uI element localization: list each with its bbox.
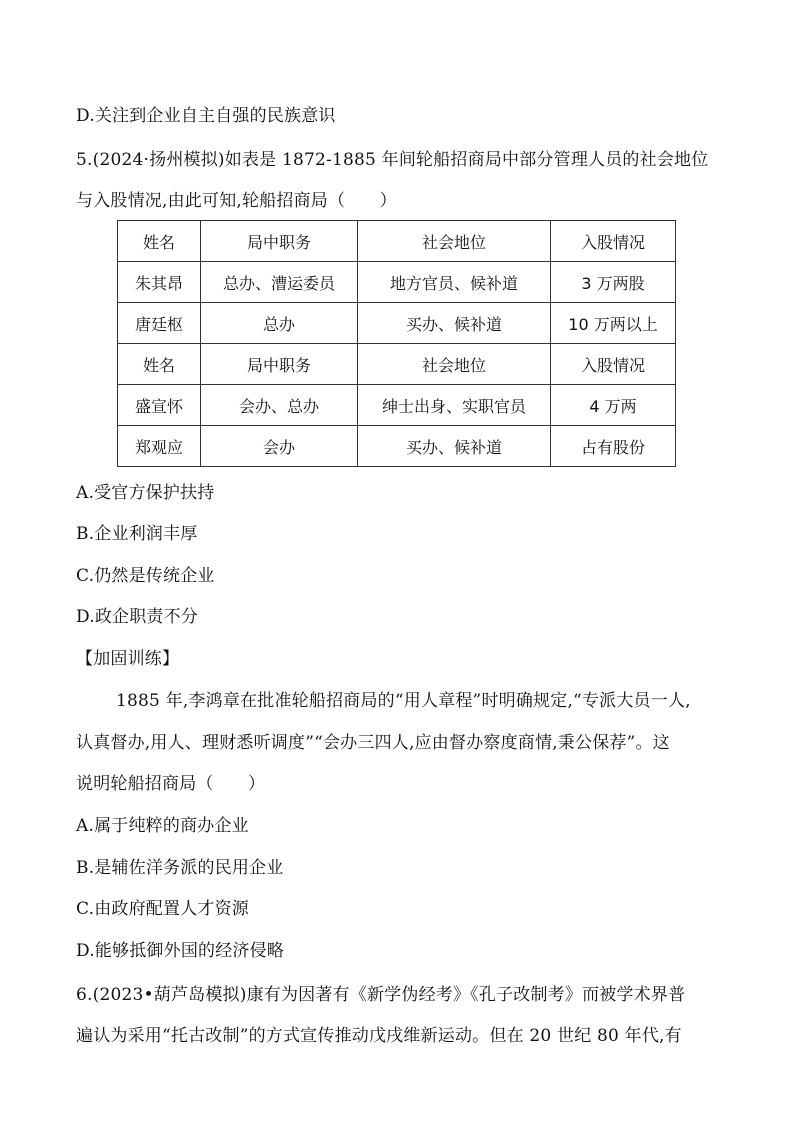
drill-stem-line-1: 1885 年,李鸿章在批准轮船招商局的“用人章程”时明确规定,“专派大员一人, — [116, 691, 691, 711]
drill-stem-line-3: 说明轮船招商局（ ） — [76, 774, 266, 794]
question-5-option-d: D.政企职责不分 — [76, 607, 199, 627]
question-5-stem-line-2: 与入股情况,由此可知,轮船招商局（ ） — [76, 191, 397, 211]
table-cell: 4 万两 — [551, 385, 676, 426]
table-cell: 社会地位 — [358, 344, 551, 385]
table-cell: 10 万两以上 — [551, 303, 676, 344]
table-cell: 3 万两股 — [551, 262, 676, 303]
table-cell: 入股情况 — [551, 221, 676, 262]
table-cell: 总办、漕运委员 — [201, 262, 358, 303]
drill-option-c: C.由政府配置人才资源 — [76, 899, 250, 919]
table-cell: 局中职务 — [201, 344, 358, 385]
table-cell: 会办、总办 — [201, 385, 358, 426]
table-cell: 局中职务 — [201, 221, 358, 262]
table-cell: 姓名 — [118, 344, 201, 385]
table-row — [118, 303, 676, 344]
table-row — [118, 221, 676, 262]
table-cell: 唐廷枢 — [118, 303, 201, 344]
table-cell: 总办 — [201, 303, 358, 344]
drill-stem-line-2: 认真督办,用人、理财悉听调度”“会办三四人,应由督办察度商情,秉公保荐”。这 — [76, 733, 670, 753]
table-cell: 地方官员、候补道 — [358, 262, 551, 303]
table-cell: 朱其昂 — [118, 262, 201, 303]
table-cell: 盛宣怀 — [118, 385, 201, 426]
table-cell: 买办、候补道 — [358, 426, 551, 467]
table-row — [118, 426, 676, 467]
table-cell: 姓名 — [118, 221, 201, 262]
table-cell: 占有股份 — [551, 426, 676, 467]
drill-option-a: A.属于纯粹的商办企业 — [76, 816, 249, 836]
management-table — [117, 220, 676, 467]
drill-option-d: D.能够抵御外国的经济侵略 — [76, 941, 285, 961]
section-label: 【加固训练】 — [76, 649, 180, 669]
prev-option-d: D.关注到企业自主自强的民族意识 — [76, 106, 336, 126]
question-6-stem-line-1: 6.(2023•葫芦岛模拟)康有为因著有《新学伪经考》《孔子改制考》而被学术界普 — [76, 985, 686, 1005]
table-cell: 会办 — [201, 426, 358, 467]
table-row — [118, 385, 676, 426]
drill-option-b: B.是辅佐洋务派的民用企业 — [76, 858, 284, 878]
question-5-stem-line-1: 5.(2024·扬州模拟)如表是 1872-1885 年间轮船招商局中部分管理人员的社会地位 — [76, 150, 709, 170]
question-6-stem-line-2: 遍认为采用“托古改制”的方式宣传推动戊戌维新运动。但在 20 世纪 80 年代,有 — [76, 1026, 682, 1046]
table-row — [118, 344, 676, 385]
table-cell: 买办、候补道 — [358, 303, 551, 344]
table-cell: 社会地位 — [358, 221, 551, 262]
table-cell: 绅士出身、实职官员 — [358, 385, 551, 426]
table-cell: 郑观应 — [118, 426, 201, 467]
table-row — [118, 262, 676, 303]
question-5-option-b: B.企业利润丰厚 — [76, 524, 198, 544]
question-5-option-a: A.受官方保护扶持 — [76, 483, 215, 503]
table-cell: 入股情况 — [551, 344, 676, 385]
question-5-option-c: C.仍然是传统企业 — [76, 566, 215, 586]
